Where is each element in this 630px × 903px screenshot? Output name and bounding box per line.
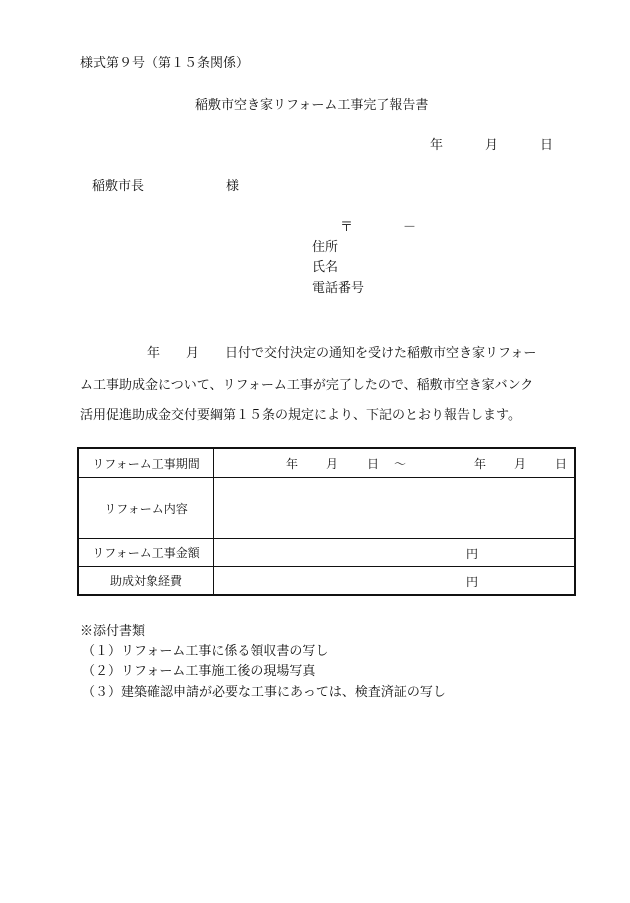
cost-unit: 円 xyxy=(466,547,479,561)
address-label: 住所 xyxy=(312,240,339,255)
period-value[interactable] xyxy=(214,448,576,478)
period-label: リフォーム工事期間 xyxy=(78,448,214,478)
body-month-label: 月 xyxy=(186,346,200,361)
period-start-year: 年 xyxy=(286,457,299,471)
addressee-name: 稲敷市長 xyxy=(92,179,145,194)
cost-label: リフォーム工事金額 xyxy=(78,539,214,567)
date-year-label: 年 xyxy=(430,138,444,153)
period-start-day: 日 xyxy=(367,457,380,471)
addressee xyxy=(92,175,239,194)
body-year-label: 年 xyxy=(147,346,161,361)
subsidy-unit: 円 xyxy=(466,575,479,589)
table-row xyxy=(78,478,575,539)
cost-value[interactable] xyxy=(214,539,576,567)
body-line-1-text: 日付で交付決定の通知を受けた稲敷市空き家リフォー xyxy=(225,346,537,361)
postal-dash: － xyxy=(403,220,417,235)
table-row xyxy=(78,448,575,478)
period-end-day: 日 xyxy=(555,457,568,471)
period-tilde: 〜 xyxy=(394,457,407,471)
postal-code-line xyxy=(340,216,416,235)
report-table xyxy=(77,447,576,596)
period-end-month: 月 xyxy=(514,457,527,471)
addressee-honorific: 様 xyxy=(226,179,240,194)
attachment-item: （１）リフォーム工事に係る領収書の写し xyxy=(82,644,329,659)
phone-label: 電話番号 xyxy=(312,281,365,296)
attachment-item: （３）建築確認申請が必要な工事にあっては、検査済証の写し xyxy=(82,685,446,700)
attachments-title: ※添付書類 xyxy=(80,624,146,639)
date-month-label: 月 xyxy=(485,138,499,153)
subsidy-label: 助成対象経費 xyxy=(78,567,214,596)
body-line-3: 活用促進助成金交付要綱第１５条の規定により、下記のとおり報告します。 xyxy=(80,408,521,423)
postal-mark: 〒 xyxy=(340,220,354,235)
content-value[interactable] xyxy=(214,478,576,539)
attachment-item: （２）リフォーム工事施工後の現場写真 xyxy=(82,664,316,679)
form-number: 様式第９号（第１５条関係） xyxy=(80,56,250,71)
period-end-year: 年 xyxy=(474,457,487,471)
body-line-2: ム工事助成金について、リフォーム工事が完了したので、稲敷市空き家バンク xyxy=(80,378,534,393)
period-start-month: 月 xyxy=(326,457,339,471)
date-day-label: 日 xyxy=(540,138,554,153)
table-row xyxy=(78,539,575,567)
name-label: 氏名 xyxy=(312,260,339,275)
body-line-1 xyxy=(147,342,536,361)
content-label: リフォーム内容 xyxy=(78,478,214,539)
subsidy-value[interactable] xyxy=(214,567,576,596)
table-row xyxy=(78,567,575,596)
document-title: 稲敷市空き家リフォーム工事完了報告書 xyxy=(195,98,429,113)
date-line xyxy=(430,134,553,153)
